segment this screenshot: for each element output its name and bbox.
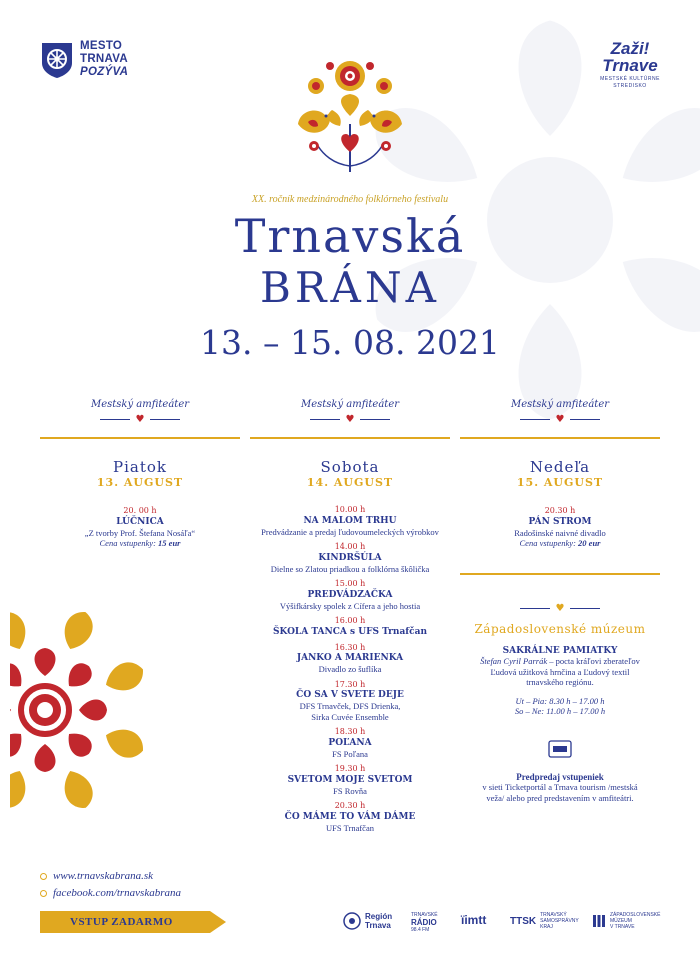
museum-desc-3: trnavského regiónu. xyxy=(526,677,594,687)
heart-icon: ♥ xyxy=(555,603,565,614)
festival-title-line-2: BRÁNA xyxy=(260,263,440,312)
museum-title: Západoslovenské múzeum xyxy=(474,622,646,636)
event-name: SVETOM MOJE SVETOM xyxy=(287,774,413,785)
event-name: LÚČNICA xyxy=(116,516,164,527)
partner-sub: MÚZEUM xyxy=(610,918,632,924)
event-desc: Sirka Cuvée Ensemble xyxy=(311,711,389,722)
museum-author: Štefan Cyril Parrák xyxy=(480,656,548,666)
partner-ttsk[interactable] xyxy=(510,912,579,930)
city-line-2: TRNAVA xyxy=(80,53,129,65)
event-item xyxy=(240,542,460,574)
event-item xyxy=(240,680,460,723)
day-name: Sobota xyxy=(320,458,380,476)
bullet-icon xyxy=(40,890,47,897)
presale-line-2: veža/ alebo pred predstavením v amfiteátri. xyxy=(486,792,634,803)
folk-ornament-icon xyxy=(278,54,422,184)
ticket-icon xyxy=(548,740,572,758)
event-item xyxy=(40,506,240,549)
bullet-icon xyxy=(40,873,47,880)
heart-icon: ♥ xyxy=(345,414,355,425)
event-time: 20.30 h xyxy=(334,801,366,810)
partner-name: Trnava xyxy=(365,921,391,930)
price-label: Cena vstupenky: xyxy=(99,538,156,548)
column-sunday xyxy=(460,399,660,425)
column-friday xyxy=(40,399,240,425)
museum-hours-1: Ut – Pia: 8.30 h – 17.00 h xyxy=(515,695,605,706)
venue-label: Mestský amfiteáter xyxy=(510,399,610,410)
event-item xyxy=(460,506,660,549)
heart-icon: ♥ xyxy=(135,414,145,425)
event-desc: Dielne so Zlatou priadkou a folklórna škôlička xyxy=(270,563,430,574)
event-item xyxy=(240,727,460,759)
event-time: 10.00 h xyxy=(334,505,366,514)
partner-name: RÁDIO xyxy=(411,918,437,927)
facebook-link-text: facebook.com/trnavskabrana xyxy=(53,887,181,899)
museum-logo-icon xyxy=(592,913,606,929)
partner-sub: 98.4 FM xyxy=(411,927,430,933)
event-name: ŠKOLA TANCA s UFS Trnafčan xyxy=(272,626,427,637)
event-desc: „Z tvorby Prof. Štefana Nosáľa“ xyxy=(84,527,196,538)
web-link-text: www.trnavskabrana.sk xyxy=(53,870,154,882)
event-item xyxy=(240,579,460,611)
event-time: 20.30 h xyxy=(544,506,576,515)
event-name: PÁN STROM xyxy=(528,516,592,527)
event-desc: DFS Trnavček, DFS Drienka, xyxy=(299,701,401,711)
event-name: PREDVÁDZAČKA xyxy=(307,589,393,600)
heart-icon: ♥ xyxy=(555,414,565,425)
web-link[interactable] xyxy=(40,870,153,882)
partner-name: TTSK xyxy=(510,915,537,927)
museum-hours-2: So – Ne: 11.00 h – 17.00 h xyxy=(514,706,606,716)
event-time: 18.30 h xyxy=(334,727,366,736)
event-item xyxy=(240,616,460,638)
partner-sub: V TRNAVE xyxy=(610,924,635,930)
event-name: ČO SA V SVETE DEJE xyxy=(296,690,404,700)
event-time: 16.30 h xyxy=(334,642,366,652)
partner-radio[interactable] xyxy=(411,912,438,933)
divider-line xyxy=(460,437,660,439)
zazi-line-1: Zaži! xyxy=(610,39,650,58)
museum-section xyxy=(460,599,660,717)
price-value: 15 eur xyxy=(158,538,181,548)
saturday-program xyxy=(240,458,460,838)
free-entry-banner: VSTUP ZADARMO xyxy=(40,911,210,933)
festival-dates: 13. – 15. 08. 2021 xyxy=(200,323,500,362)
presale-line-1: v sieti Ticketportál a Trnava tourism /mestská xyxy=(482,782,638,792)
event-name: JANKO A MARIENKA xyxy=(296,653,404,663)
day-date: 14. AUGUST xyxy=(306,476,394,489)
venue-label: Mestský amfiteáter xyxy=(90,399,190,410)
event-name: KINDRŠÚLA xyxy=(318,552,382,563)
presale-title: Predpredaj vstupeniek xyxy=(516,772,604,782)
event-item xyxy=(240,801,460,833)
partner-sub: TRNAVSKÝ xyxy=(540,912,567,918)
partner-sub: TRNAVSKÉ xyxy=(411,912,438,918)
column-saturday xyxy=(250,399,450,425)
divider-line xyxy=(250,437,450,439)
folk-flower-icon xyxy=(10,600,150,820)
museum-desc-1: – pocta kráľovi zberateľov xyxy=(547,656,640,666)
divider-line xyxy=(40,437,240,439)
divider-line xyxy=(460,573,660,575)
day-name: Piatok xyxy=(113,458,167,476)
zazi-subtitle: MESTSKÉ KULTÚRNE STREDISKO xyxy=(600,76,660,89)
event-time: 15.00 h xyxy=(334,579,366,588)
partner-sub: KRAJ xyxy=(540,924,553,930)
friday-program xyxy=(40,458,240,549)
event-time: 17.30 h xyxy=(334,679,366,689)
event-desc: FS Poľana xyxy=(332,748,368,759)
partner-museum[interactable] xyxy=(592,912,660,930)
price-label: Cena vstupenky: xyxy=(519,538,576,548)
event-name: ČO MÁME TO VÁM DÁME xyxy=(284,811,416,822)
presale-section xyxy=(450,772,670,803)
city-line-3: POZÝVA xyxy=(80,66,129,78)
day-date: 15. AUGUST xyxy=(516,476,604,489)
event-name: NA MALOM TRHU xyxy=(303,515,397,526)
price-value: 20 eur xyxy=(578,538,601,548)
venue-label: Mestský amfiteáter xyxy=(300,399,400,410)
event-name: POĽANA xyxy=(328,737,372,748)
event-item xyxy=(240,764,460,796)
event-item xyxy=(240,643,460,675)
museum-event: SAKRÁLNE PAMIATKY xyxy=(502,646,618,656)
partner-name: Región xyxy=(365,912,393,921)
event-time: 20. 00 h xyxy=(123,506,157,515)
event-desc: Divadlo zo šuflíka xyxy=(318,664,382,674)
zazi-line-2: Trnave xyxy=(602,56,658,75)
event-desc: Predvádzanie a predaj ľudovoumeleckých výrobkov xyxy=(261,526,439,537)
day-name: Nedeľa xyxy=(529,458,591,476)
festival-title-line-1: Trnavská xyxy=(234,209,466,263)
event-item xyxy=(240,505,460,537)
partner-imtt[interactable] xyxy=(461,913,487,927)
event-desc: Výšifkársky spolek z Cífera a jeho hostia xyxy=(279,600,421,611)
museum-desc-2: Ľudová užitková hrnčina a Ľudový textil xyxy=(490,666,630,677)
day-date: 13. AUGUST xyxy=(96,476,184,489)
festival-subtitle: XX. ročník medzinárodného folklórneho festivalu xyxy=(251,194,449,205)
event-desc: Radošinské naivné divadlo xyxy=(514,527,606,538)
partner-sub: SAMOSPRÁVNY xyxy=(540,918,579,924)
region-logo-icon xyxy=(343,912,361,930)
event-time: 16.00 h xyxy=(334,616,366,625)
city-logo[interactable] xyxy=(40,40,128,79)
partner-sub: ZÁPADOSLOVENSKÉ xyxy=(610,912,661,918)
zazi-logo[interactable] xyxy=(600,40,660,90)
city-shield-icon xyxy=(40,41,74,79)
city-line-1: MESTO xyxy=(80,40,123,52)
event-time: 19.30 h xyxy=(334,764,366,773)
event-desc: FS Rovňa xyxy=(333,785,367,796)
event-time: 14.00 h xyxy=(334,542,366,551)
event-desc: UFS Trnafčan xyxy=(326,822,374,833)
sunday-program xyxy=(460,458,660,549)
partner-name: ïimtt xyxy=(461,913,487,927)
partner-region-trnava[interactable] xyxy=(343,912,392,930)
facebook-link[interactable] xyxy=(40,887,181,899)
